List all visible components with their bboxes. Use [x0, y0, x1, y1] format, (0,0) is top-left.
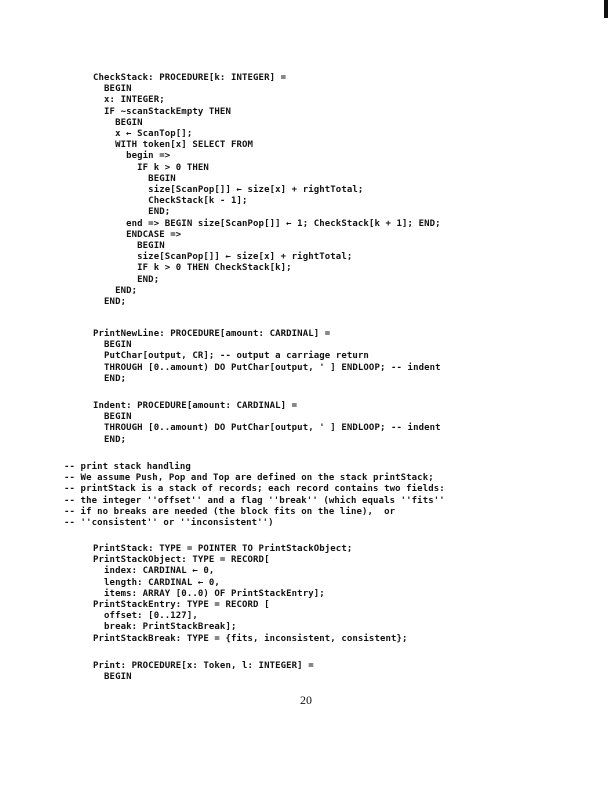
- code-line: END;: [93, 297, 127, 307]
- code-line: END;: [93, 207, 171, 218]
- code-line: PrintStackEntry: TYPE = RECORD [: [93, 600, 270, 610]
- code-line: PrintNewLine: PROCEDURE[amount: CARDINAL] =: [93, 329, 331, 339]
- code-line: END;: [93, 434, 127, 445]
- code-line: END;: [93, 373, 127, 384]
- code-line: Indent: PROCEDURE[amount: CARDINAL] =: [93, 401, 298, 411]
- code-line: BEGIN: [93, 117, 143, 128]
- comment-line: -- We assume Push, Pop and Top are defined on the stack printStack;: [64, 473, 434, 484]
- code-line: BEGIN: [93, 241, 165, 251]
- comment-line: -- the integer ''offset'' and a flag ''break'' (which equals ''fits'': [64, 495, 445, 506]
- code-line: length: CARDINAL ← 0,: [93, 577, 220, 588]
- code-line: THROUGH [0..amount) DO PutChar[output, ' ] ENDLOOP; -- indent: [93, 423, 441, 434]
- code-line: THROUGH [0..amount) DO PutChar[output, ' ] ENDLOOP; -- indent: [93, 362, 441, 373]
- code-line: WITH token[x] SELECT FROM: [93, 140, 254, 151]
- code-line: end => BEGIN size[ScanPop[]] ← 1; CheckStack[k + 1]; END;: [93, 218, 441, 229]
- code-line: x: INTEGER;: [93, 95, 165, 106]
- comment-line: -- if no breaks are needed (the block fits on the line), or: [64, 506, 396, 517]
- code-line: BEGIN: [93, 672, 132, 683]
- code-line: x ← ScanTop[];: [93, 129, 193, 139]
- code-line: BEGIN: [93, 173, 176, 184]
- code-line: offset: [0..127],: [93, 611, 198, 622]
- comment-line: -- ''consistent'' or ''inconsistent''): [64, 518, 274, 528]
- code-line: IF k > 0 THEN CheckStack[k];: [93, 263, 292, 274]
- code-line: PutChar[output, CR]; -- output a carriage return: [93, 351, 369, 362]
- code-line: BEGIN: [93, 84, 132, 95]
- code-line: PrintStackBreak: TYPE = {fits, inconsistent, consistent};: [93, 633, 408, 644]
- code-line: END;: [93, 285, 138, 296]
- code-line: items: ARRAY [0..0) OF PrintStackEntry];: [93, 588, 325, 599]
- code-line: PrintStack: TYPE = POINTER TO PrintStackObject;: [93, 544, 353, 554]
- code-line: BEGIN: [93, 340, 132, 351]
- code-line: CheckStack[k - 1];: [93, 196, 248, 207]
- code-line: index: CARDINAL ← 0,: [93, 566, 215, 577]
- comment-line: -- printStack is a stack of records; each record contains two fields:: [64, 484, 445, 495]
- page-number: 20: [300, 693, 312, 707]
- comment-line: -- print stack handling: [64, 462, 191, 472]
- code-line: IF k > 0 THEN: [93, 162, 209, 173]
- scan-edge-mark: [604, 0, 608, 18]
- code-line: IF ~scanStackEmpty THEN: [93, 106, 231, 117]
- code-line: BEGIN: [93, 412, 132, 423]
- code-line: ENDCASE =>: [93, 229, 182, 240]
- code-line: break: PrintStackBreak];: [93, 622, 237, 633]
- code-line: PrintStackObject: TYPE = RECORD[: [93, 555, 270, 566]
- code-line: END;: [93, 274, 160, 285]
- code-line: begin =>: [93, 151, 171, 162]
- code-line: size[ScanPop[]] ← size[x] + rightTotal;: [93, 185, 364, 195]
- code-line: size[ScanPop[]] ← size[x] + rightTotal;: [93, 252, 353, 263]
- code-line: CheckStack: PROCEDURE[k: INTEGER] =: [93, 73, 287, 83]
- code-line: Print: PROCEDURE[x: Token, l: INTEGER] =: [93, 661, 314, 671]
